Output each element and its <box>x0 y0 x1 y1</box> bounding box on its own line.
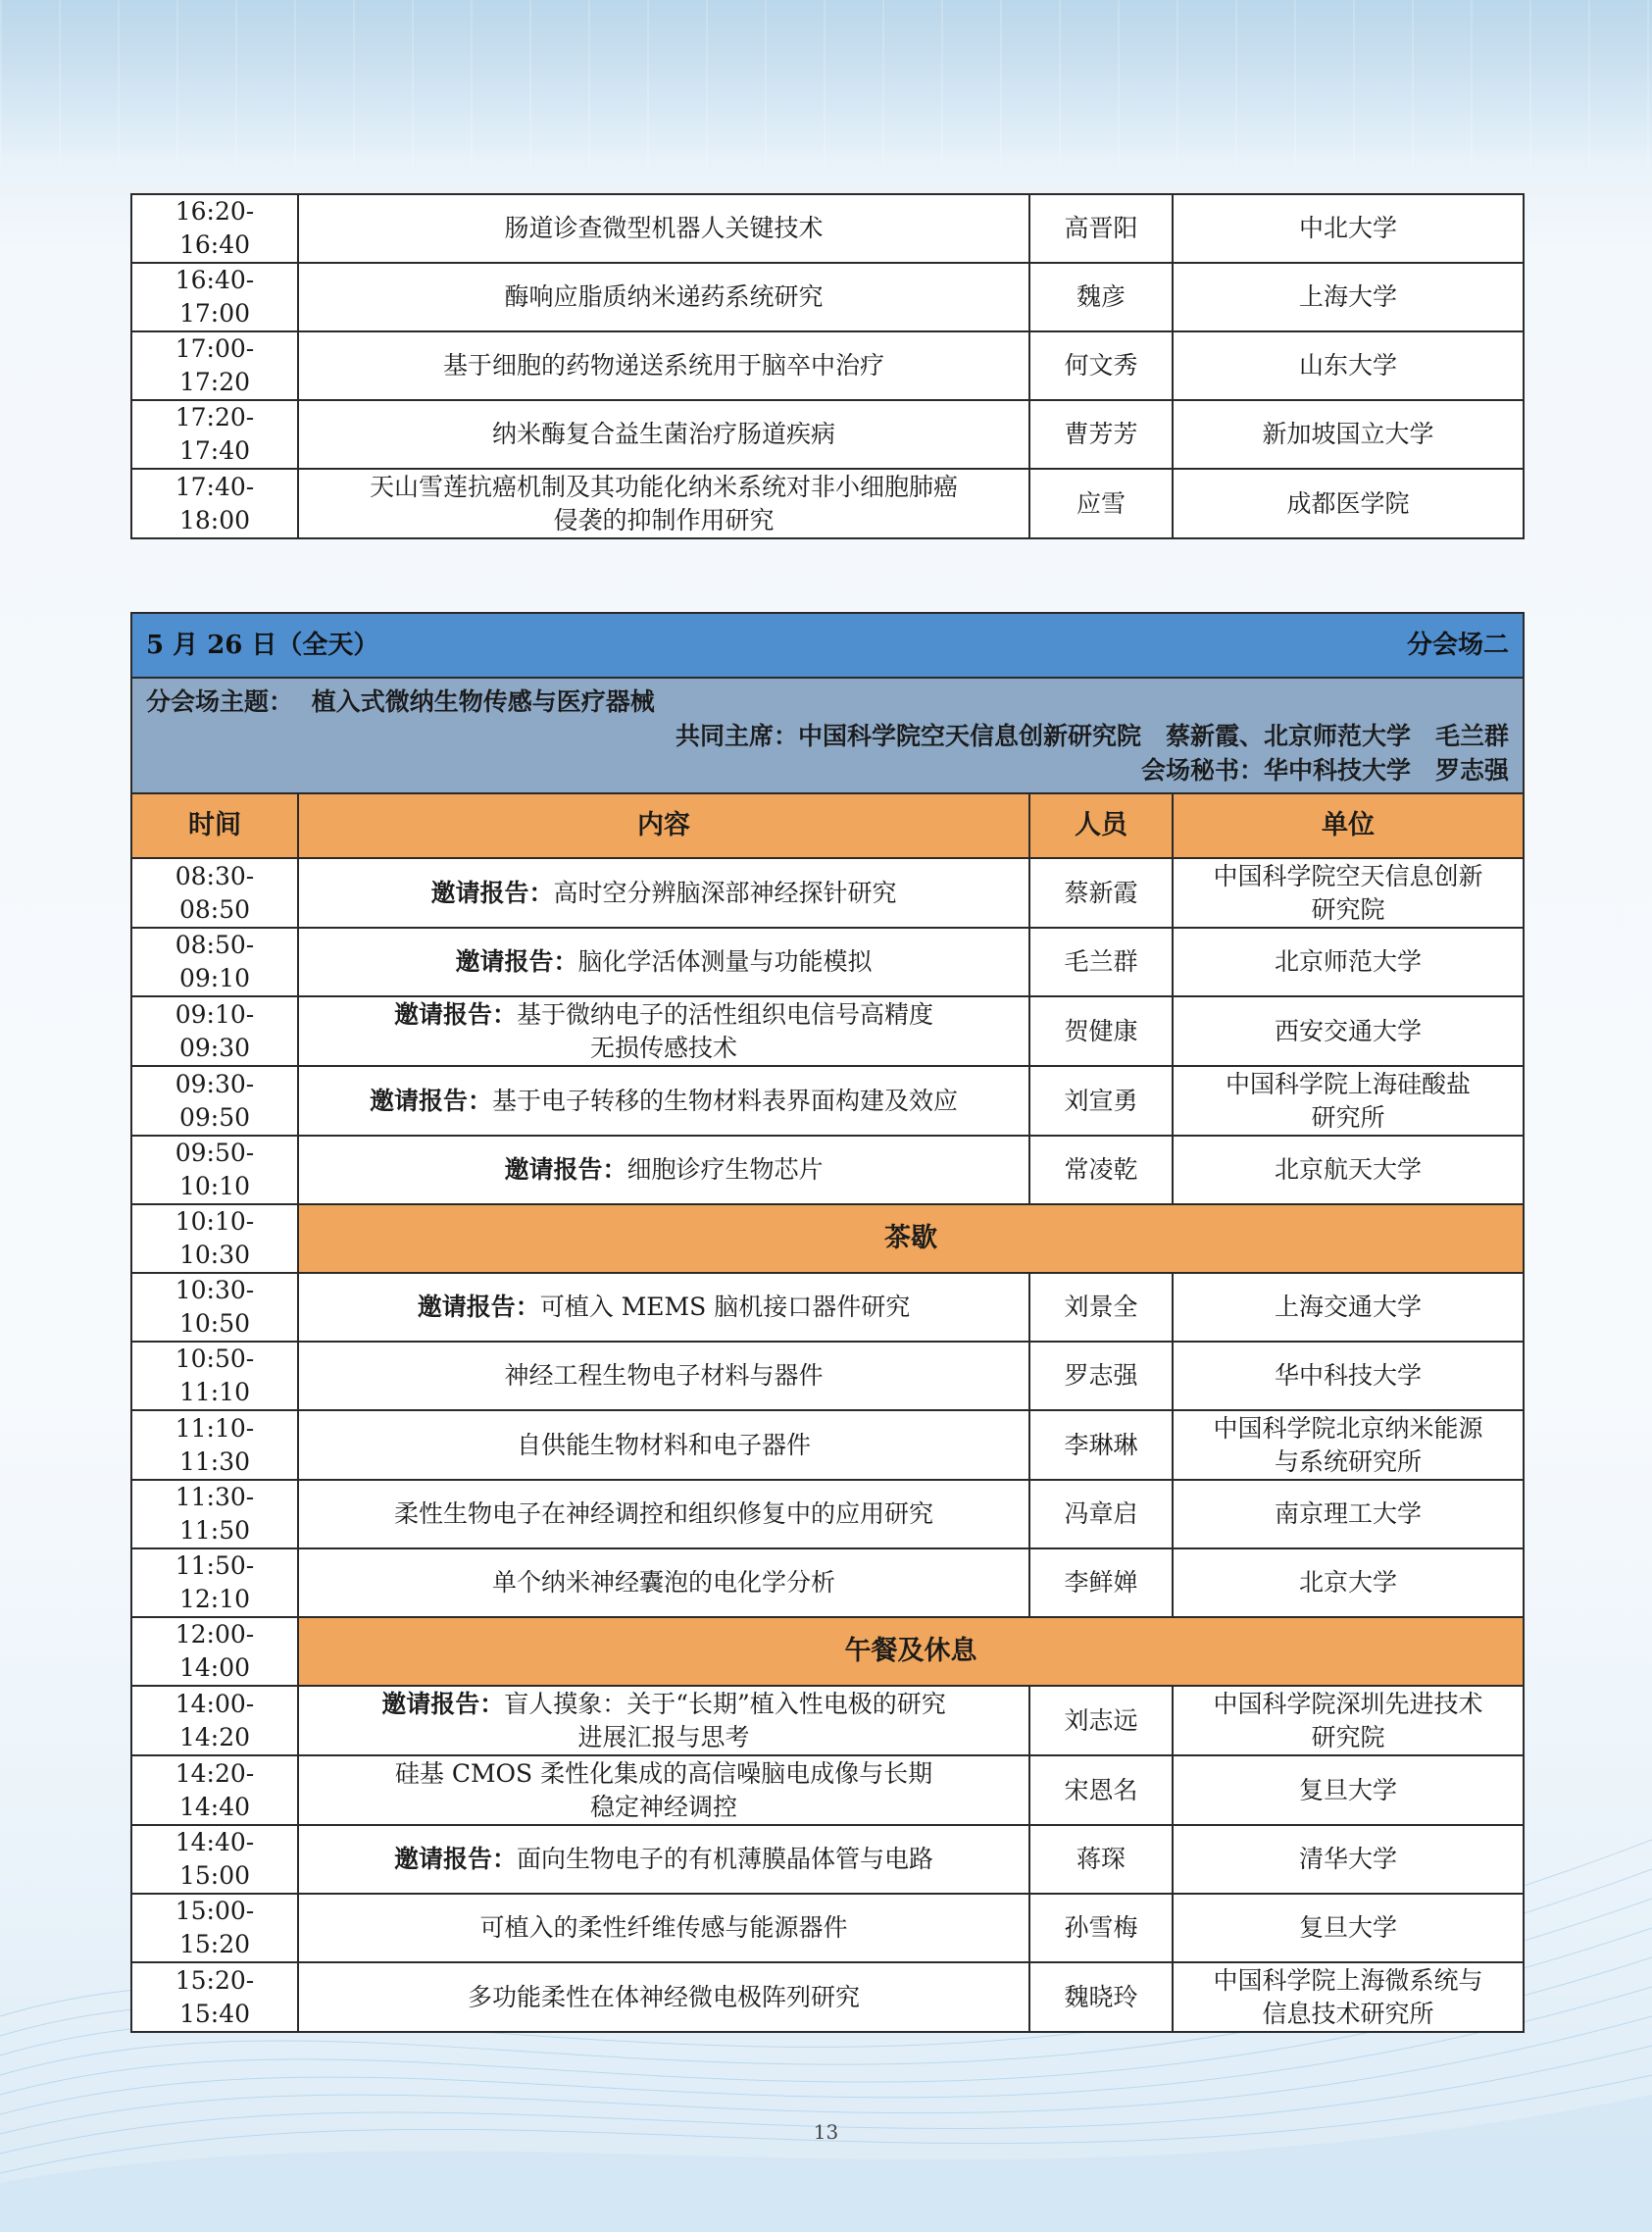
content-text: 面向生物电子的有机薄膜晶体管与电路 <box>517 1845 934 1873</box>
col-unit-header: 单位 <box>1173 793 1524 858</box>
table-row <box>131 1894 1524 1962</box>
content-cell <box>298 1825 1029 1894</box>
person-cell: 贺健康 <box>1029 996 1173 1066</box>
content-text: 自供能生物材料和电子器件 <box>516 1430 811 1459</box>
invited-label: 邀请报告： <box>504 1155 627 1184</box>
content-cell <box>298 1755 1029 1825</box>
time-cell: 09:30-09:50 <box>131 1066 298 1136</box>
table-row <box>131 1548 1524 1617</box>
unit-cell: 西安交通大学 <box>1173 996 1524 1066</box>
unit-line2: 研究所 <box>1311 1102 1385 1132</box>
content-cell <box>298 1410 1029 1480</box>
table-row <box>131 331 1524 400</box>
person-cell: 李鲜婵 <box>1029 1548 1173 1617</box>
unit-cell: 上海交通大学 <box>1173 1273 1524 1342</box>
table-row <box>131 1755 1524 1825</box>
table-row <box>131 263 1524 331</box>
content-cell <box>298 996 1029 1066</box>
time-cell: 15:20-15:40 <box>131 1962 298 2032</box>
table-row <box>131 858 1524 928</box>
content-cell <box>298 1686 1029 1755</box>
time-cell: 10:10-10:30 <box>131 1204 298 1273</box>
break-row <box>131 1204 1524 1273</box>
person-cell: 毛兰群 <box>1029 928 1173 996</box>
invited-label: 邀请报告： <box>393 999 517 1029</box>
content-text: 细胞诊疗生物芯片 <box>626 1155 824 1184</box>
content-text: 多功能柔性在体神经微电极阵列研究 <box>467 1982 860 2011</box>
unit-cell <box>1173 1962 1524 2032</box>
time-cell: 16:20-16:40 <box>131 194 298 263</box>
content-cell <box>298 1548 1029 1617</box>
content-line1: 天山雪莲抗癌机制及其功能化纳米系统对非小细胞肺癌 <box>369 472 958 501</box>
person-cell: 魏彦 <box>1029 263 1173 331</box>
col-time-header: 时间 <box>131 793 298 858</box>
time-cell: 14:00-14:20 <box>131 1686 298 1755</box>
unit-cell: 南京理工大学 <box>1173 1480 1524 1548</box>
unit-cell: 复旦大学 <box>1173 1894 1524 1962</box>
content-cell: 基于细胞的药物递送系统用于脑卒中治疗 <box>298 331 1029 400</box>
person-cell: 蒋琛 <box>1029 1825 1173 1894</box>
content-text: 可植入的柔性纤维传感与能源器件 <box>479 1913 848 1942</box>
unit-line1: 中国科学院深圳先进技术 <box>1213 1689 1483 1718</box>
content-text: 硅基 CMOS 柔性化集成的高信噪脑电成像与长期 <box>394 1758 933 1788</box>
unit-line2: 研究院 <box>1311 894 1385 924</box>
unit-cell <box>1173 1686 1524 1755</box>
break-label: 午餐及休息 <box>298 1617 1524 1686</box>
content-cell <box>298 1342 1029 1410</box>
unit-cell: 北京大学 <box>1173 1548 1524 1617</box>
table-row <box>131 1410 1524 1480</box>
time-cell: 09:50-10:10 <box>131 1136 298 1204</box>
person-cell: 宋恩名 <box>1029 1755 1173 1825</box>
theme-text: 植入式微纳生物传感与医疗器械 <box>311 686 655 716</box>
time-cell: 16:40-17:00 <box>131 263 298 331</box>
column-header-row <box>131 793 1524 858</box>
content-cell <box>298 1066 1029 1136</box>
content-cell <box>298 1480 1029 1548</box>
person-cell: 魏晓玲 <box>1029 1962 1173 2032</box>
content-cell <box>298 1894 1029 1962</box>
table-row <box>131 1136 1524 1204</box>
session-chairs: 共同主席：中国科学院空天信息创新研究院 蔡新霞、北京师范大学 毛兰群 <box>676 721 1510 750</box>
content-line2: 侵袭的抑制作用研究 <box>553 505 775 534</box>
person-cell: 刘景全 <box>1029 1273 1173 1342</box>
content-text: 可植入 MEMS 脑机接口器件研究 <box>539 1293 911 1321</box>
content-text: 基于电子转移的生物材料表界面构建及效应 <box>492 1086 959 1115</box>
content-text: 脑化学活体测量与功能模拟 <box>577 947 873 976</box>
unit-cell <box>1173 1066 1524 1136</box>
unit-cell <box>1173 858 1524 928</box>
time-cell: 10:30-10:50 <box>131 1273 298 1342</box>
content-cell <box>298 1273 1029 1342</box>
session-theme-row <box>131 678 1524 793</box>
unit-line1: 中国科学院上海硅酸盐 <box>1226 1069 1472 1098</box>
content-text: 神经工程生物电子材料与器件 <box>504 1361 824 1390</box>
person-cell: 高晋阳 <box>1029 194 1173 263</box>
unit-line2: 研究院 <box>1311 1722 1385 1751</box>
table-row <box>131 996 1524 1066</box>
content-text: 盲人摸象：关于“长期”植入性电极的研究 <box>504 1689 946 1718</box>
col-content-header: 内容 <box>298 793 1029 858</box>
unit-cell <box>1173 1410 1524 1480</box>
unit-cell: 上海大学 <box>1173 263 1524 331</box>
unit-cell: 成都医学院 <box>1173 469 1524 538</box>
table-row <box>131 1066 1524 1136</box>
table-row <box>131 1962 1524 2032</box>
time-cell: 17:40-18:00 <box>131 469 298 538</box>
unit-line2: 信息技术研究所 <box>1262 1999 1434 2028</box>
content-text: 基于微纳电子的活性组织电信号高精度 <box>517 999 934 1029</box>
person-cell: 李琳琳 <box>1029 1410 1173 1480</box>
unit-cell: 山东大学 <box>1173 331 1524 400</box>
header-background <box>0 0 1652 167</box>
content-cell <box>298 928 1029 996</box>
invited-label: 邀请报告： <box>393 1845 517 1873</box>
person-cell: 常凌乾 <box>1029 1136 1173 1204</box>
content-line2: 稳定神经调控 <box>589 1792 737 1821</box>
table-row <box>131 928 1524 996</box>
table-row <box>131 1342 1524 1410</box>
time-cell: 10:50-11:10 <box>131 1342 298 1410</box>
session-secretary: 会场秘书：华中科技大学 罗志强 <box>1141 755 1510 785</box>
time-cell: 12:00-14:00 <box>131 1617 298 1686</box>
table-row <box>131 1825 1524 1894</box>
unit-cell: 复旦大学 <box>1173 1755 1524 1825</box>
table-row <box>131 400 1524 469</box>
time-cell: 17:20-17:40 <box>131 400 298 469</box>
invited-label: 邀请报告： <box>381 1689 505 1718</box>
unit-line2: 与系统研究所 <box>1275 1446 1423 1476</box>
content-line2: 进展汇报与思考 <box>577 1722 750 1751</box>
break-row <box>131 1617 1524 1686</box>
unit-line1: 中国科学院北京纳米能源 <box>1213 1413 1483 1443</box>
table-row <box>131 469 1524 538</box>
content-cell: 酶响应脂质纳米递药系统研究 <box>298 263 1029 331</box>
person-cell: 蔡新霞 <box>1029 858 1173 928</box>
person-cell: 罗志强 <box>1029 1342 1173 1410</box>
session-venue: 分会场二 <box>1407 631 1510 660</box>
table-row <box>131 1480 1524 1548</box>
person-cell: 冯章启 <box>1029 1480 1173 1548</box>
time-cell: 17:00-17:20 <box>131 331 298 400</box>
time-cell: 15:00-15:20 <box>131 1894 298 1962</box>
invited-label: 邀请报告： <box>430 878 554 907</box>
time-cell: 14:20-14:40 <box>131 1755 298 1825</box>
person-cell: 孙雪梅 <box>1029 1894 1173 1962</box>
invited-label: 邀请报告： <box>369 1086 492 1115</box>
content-line1 <box>309 1757 1019 1791</box>
person-cell: 应雪 <box>1029 469 1173 538</box>
person-cell: 刘宣勇 <box>1029 1066 1173 1136</box>
content-cell: 肠道诊查微型机器人关键技术 <box>298 194 1029 263</box>
time-cell: 11:10-11:30 <box>131 1410 298 1480</box>
person-cell: 刘志远 <box>1029 1686 1173 1755</box>
unit-line1: 中国科学院上海微系统与 <box>1213 1965 1483 1995</box>
session-header-row <box>131 613 1524 678</box>
table-row <box>131 1686 1524 1755</box>
unit-cell: 北京师范大学 <box>1173 928 1524 996</box>
session-theme <box>146 685 1509 719</box>
content-cell <box>298 858 1029 928</box>
page-number: 13 <box>813 2120 839 2144</box>
unit-cell: 华中科技大学 <box>1173 1342 1524 1410</box>
content-line2: 无损传感技术 <box>589 1033 737 1062</box>
person-cell: 何文秀 <box>1029 331 1173 400</box>
session-date: 5 月 26 日（全天） <box>146 631 379 660</box>
time-cell: 11:30-11:50 <box>131 1480 298 1548</box>
person-cell: 曹芳芳 <box>1029 400 1173 469</box>
table-row <box>131 194 1524 263</box>
content-text: 高时空分辨脑深部神经探针研究 <box>553 878 897 907</box>
unit-cell: 清华大学 <box>1173 1825 1524 1894</box>
col-person-header: 人员 <box>1029 793 1173 858</box>
top-schedule-table <box>130 193 1525 539</box>
table-row <box>131 1273 1524 1342</box>
unit-cell: 中北大学 <box>1173 194 1524 263</box>
content-cell <box>298 1136 1029 1204</box>
invited-label: 邀请报告： <box>417 1293 540 1321</box>
time-cell: 08:30-08:50 <box>131 858 298 928</box>
unit-cell: 北京航天大学 <box>1173 1136 1524 1204</box>
content-cell: 纳米酶复合益生菌治疗肠道疾病 <box>298 400 1029 469</box>
time-cell: 08:50-09:10 <box>131 928 298 996</box>
unit-cell: 新加坡国立大学 <box>1173 400 1524 469</box>
content-text: 单个纳米神经囊泡的电化学分析 <box>491 1568 835 1597</box>
session-schedule-table <box>130 612 1525 2033</box>
content-line1 <box>309 998 1019 1032</box>
break-label: 茶歇 <box>298 1204 1524 1273</box>
content-cell <box>298 1962 1029 2032</box>
time-cell: 14:40-15:00 <box>131 1825 298 1894</box>
time-cell: 09:10-09:30 <box>131 996 298 1066</box>
content-cell <box>298 469 1029 538</box>
content-line1 <box>309 1688 1019 1721</box>
invited-label: 邀请报告： <box>455 947 578 976</box>
unit-line1: 中国科学院空天信息创新 <box>1213 861 1483 890</box>
content-text: 柔性生物电子在神经调控和组织修复中的应用研究 <box>393 1499 933 1528</box>
theme-label: 分会场主题： <box>146 686 294 716</box>
time-cell: 11:50-12:10 <box>131 1548 298 1617</box>
